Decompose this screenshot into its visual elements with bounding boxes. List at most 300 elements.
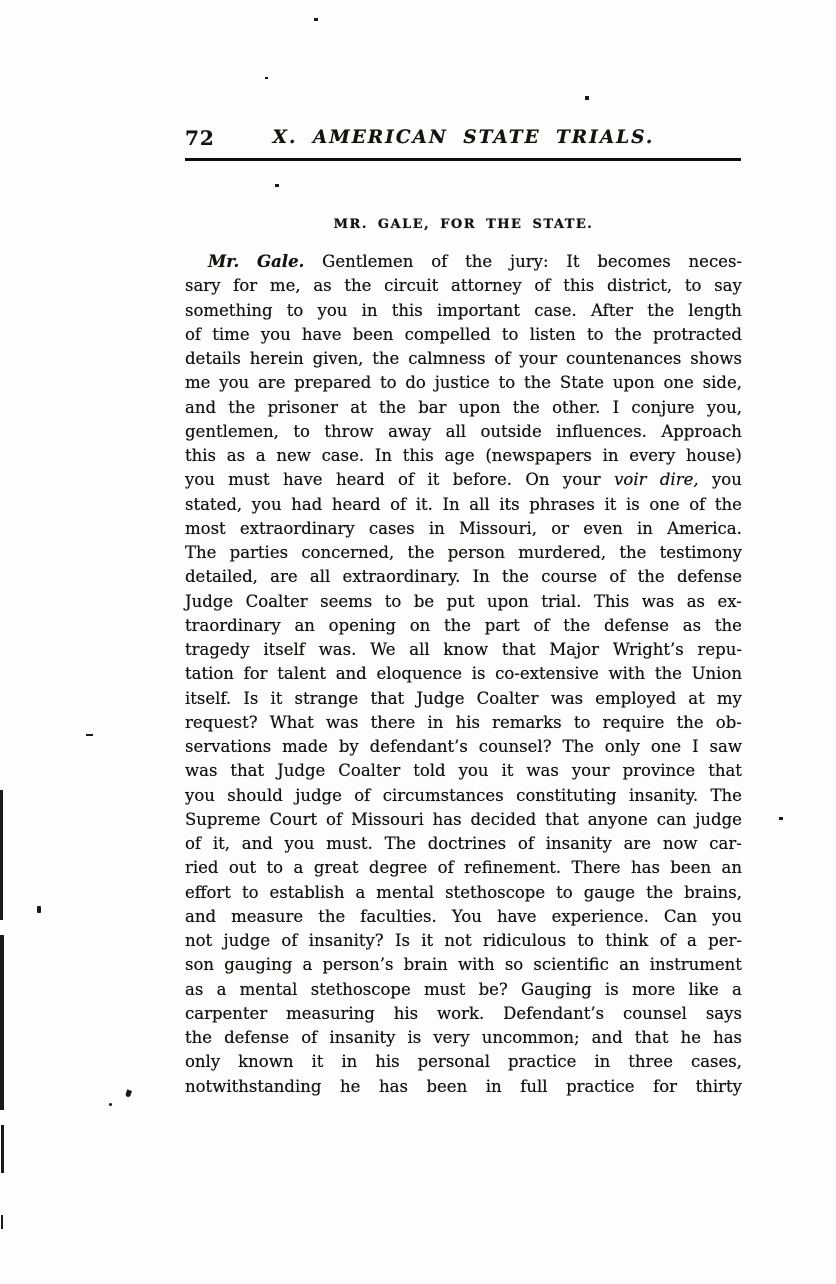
word: shows xyxy=(690,349,742,368)
word: told xyxy=(413,761,446,781)
text-line xyxy=(185,810,742,834)
word: ex- xyxy=(717,591,742,611)
word: important xyxy=(436,300,520,320)
word: Coalter xyxy=(476,688,539,708)
word: the xyxy=(714,494,742,514)
word: car- xyxy=(709,834,742,853)
word: the xyxy=(407,543,435,562)
word: insanity xyxy=(329,1028,396,1047)
word: as xyxy=(682,615,702,635)
word: of xyxy=(437,858,454,878)
word: there xyxy=(370,712,416,732)
text-line xyxy=(185,713,742,737)
word: scientific xyxy=(533,955,609,975)
word: me, xyxy=(269,276,301,296)
word: prepared xyxy=(294,373,372,393)
text-line xyxy=(185,689,742,713)
word: be? xyxy=(478,979,508,999)
word: Is xyxy=(394,931,410,950)
text-line xyxy=(185,276,742,300)
word: Defendant’s xyxy=(503,1003,605,1023)
word: the xyxy=(614,324,642,344)
word: other. xyxy=(552,397,601,417)
word: must xyxy=(423,979,466,999)
word: counsel? xyxy=(478,737,552,756)
word: the xyxy=(344,276,372,296)
word: servations xyxy=(185,737,272,756)
word: to xyxy=(501,324,519,344)
word: establish xyxy=(269,882,345,902)
scan-edge-mark xyxy=(0,790,3,920)
word: you xyxy=(284,834,315,853)
word: have xyxy=(283,470,323,490)
word: with xyxy=(608,664,646,684)
word: for xyxy=(233,276,258,296)
word: tation xyxy=(185,664,234,684)
word: upon xyxy=(486,591,529,611)
word: his xyxy=(393,1003,419,1023)
word: you xyxy=(317,300,348,320)
word: his xyxy=(455,712,480,732)
word: district, xyxy=(606,276,673,296)
word: thirty xyxy=(695,1076,742,1096)
word: defense xyxy=(604,615,670,635)
text-line xyxy=(185,931,742,955)
word: has xyxy=(378,1076,408,1096)
text-line xyxy=(185,446,742,470)
word: ob- xyxy=(715,712,742,732)
text-line xyxy=(185,1028,742,1052)
page-number: 72 xyxy=(185,126,215,150)
word: stethoscope xyxy=(445,882,546,902)
word: age xyxy=(444,446,475,465)
word: as xyxy=(185,979,204,999)
word: faculties. xyxy=(360,906,437,926)
word: now xyxy=(662,834,698,853)
word: On xyxy=(525,470,550,490)
word: stated, xyxy=(185,494,243,514)
text-line xyxy=(185,519,742,543)
word: this xyxy=(402,446,434,465)
word: it xyxy=(311,1052,324,1072)
word: We xyxy=(370,640,396,659)
scan-speck xyxy=(37,906,41,913)
word: refinement. xyxy=(464,858,562,878)
word: at xyxy=(350,397,367,417)
word: in xyxy=(594,1052,611,1072)
word: details xyxy=(185,349,241,368)
word: heard xyxy=(335,470,385,490)
word: mental xyxy=(239,979,298,999)
word: compelled xyxy=(404,324,491,344)
header-rule xyxy=(185,158,741,161)
word: After xyxy=(590,300,633,320)
word: my xyxy=(716,688,742,708)
word: province xyxy=(622,761,696,781)
word: becomes xyxy=(597,252,671,271)
word: an xyxy=(619,955,640,975)
word: judge xyxy=(223,931,271,950)
word: brain xyxy=(403,955,448,975)
word: cases, xyxy=(690,1052,742,1072)
word: case. xyxy=(321,446,365,465)
section-heading: MR. GALE, FOR THE STATE. xyxy=(333,217,594,232)
word: the xyxy=(563,615,591,635)
word: The xyxy=(185,543,217,562)
word: and xyxy=(335,664,367,684)
word: more xyxy=(631,979,676,999)
word: tragedy xyxy=(185,640,250,659)
word: eloquence xyxy=(376,664,462,684)
word: he xyxy=(680,1028,701,1047)
text-line xyxy=(185,398,742,422)
word: only xyxy=(604,737,640,756)
word: of xyxy=(689,494,706,514)
word: Missouri xyxy=(350,809,424,829)
word: ried xyxy=(185,858,219,878)
word: remarks xyxy=(492,712,562,732)
word: insanity. xyxy=(629,785,699,805)
word: There xyxy=(571,858,621,878)
word: in xyxy=(427,712,444,732)
word: a xyxy=(302,955,313,975)
word: the xyxy=(228,397,256,417)
text-line xyxy=(185,1077,742,1101)
word: to xyxy=(384,591,402,611)
word: you xyxy=(711,470,742,490)
word: the xyxy=(524,373,552,393)
word: you xyxy=(251,494,282,514)
word: to xyxy=(266,858,284,878)
word: calmness xyxy=(408,349,486,368)
word: that xyxy=(230,761,265,781)
word: measuring xyxy=(286,1003,375,1023)
word: it xyxy=(421,931,434,950)
word: to xyxy=(577,931,594,950)
word: side, xyxy=(702,373,742,393)
word: are xyxy=(257,373,286,393)
word: not xyxy=(185,931,213,950)
word: is xyxy=(625,494,640,514)
word: you xyxy=(712,906,742,926)
word: I xyxy=(612,397,620,417)
word: In xyxy=(442,494,460,514)
word: of xyxy=(326,809,343,829)
word: must xyxy=(228,470,270,490)
word: bar xyxy=(418,397,447,417)
word: Major xyxy=(549,640,600,659)
text-line xyxy=(185,301,742,325)
word: time xyxy=(212,324,250,344)
word: concerned, xyxy=(301,543,395,562)
word: length xyxy=(688,300,742,320)
word: Mr. xyxy=(208,252,240,271)
word: a xyxy=(293,858,304,878)
text-line xyxy=(185,737,742,761)
word: decided xyxy=(470,809,537,829)
word: you xyxy=(219,373,250,393)
word: (newspapers xyxy=(485,446,592,465)
word: practice xyxy=(507,1052,577,1072)
word: was xyxy=(526,761,559,781)
word: known xyxy=(238,1052,294,1072)
word: cases xyxy=(368,518,415,538)
word: What xyxy=(269,712,314,732)
word: the xyxy=(372,349,400,368)
word: do xyxy=(405,373,426,393)
word: that xyxy=(370,688,405,708)
word: of xyxy=(398,470,415,490)
text-line xyxy=(185,543,742,567)
word: son xyxy=(185,955,215,975)
word: of xyxy=(354,785,371,805)
word: it. xyxy=(415,494,433,514)
word: of xyxy=(517,834,534,853)
word: I xyxy=(692,737,699,756)
word: extraordinary xyxy=(239,518,355,538)
word: by xyxy=(338,737,359,756)
word: is xyxy=(471,664,486,684)
word: course xyxy=(541,567,598,587)
word: repu- xyxy=(697,640,742,659)
word: influences. xyxy=(556,421,647,441)
word: upon xyxy=(612,373,655,393)
word: to xyxy=(498,373,516,393)
word: it, xyxy=(212,834,230,853)
word: me xyxy=(185,373,211,393)
word: throw xyxy=(324,421,374,441)
word: for xyxy=(653,1076,678,1096)
word: been xyxy=(426,1076,468,1096)
word: that xyxy=(501,640,536,659)
text-line xyxy=(185,1052,742,1076)
text-line xyxy=(185,470,742,494)
word: given, xyxy=(312,349,364,368)
word: can xyxy=(656,809,687,829)
word: should xyxy=(227,785,283,805)
word: This xyxy=(593,591,630,611)
scan-speck xyxy=(109,1103,112,1106)
word: Coalter xyxy=(245,591,308,611)
word: not xyxy=(444,931,472,950)
word: that xyxy=(708,761,742,781)
word: with xyxy=(457,955,495,975)
text-line xyxy=(185,616,742,640)
word: an xyxy=(721,858,742,878)
word: anyone xyxy=(587,809,648,829)
word: The xyxy=(710,785,742,805)
word: the xyxy=(647,300,675,320)
word: are xyxy=(623,834,652,853)
text-line xyxy=(185,834,742,858)
word: think xyxy=(605,931,649,950)
word: stethoscope xyxy=(310,979,411,999)
word: protracted xyxy=(653,324,742,344)
word: insanity xyxy=(545,834,612,853)
text-line xyxy=(185,325,742,349)
word: and xyxy=(185,397,217,417)
word: are xyxy=(270,567,298,587)
text-line xyxy=(185,422,742,446)
word: three xyxy=(628,1052,673,1072)
word: judge xyxy=(295,785,342,805)
word: voir xyxy=(614,470,647,490)
word: put xyxy=(446,591,475,611)
word: effort xyxy=(185,882,231,902)
word: In xyxy=(472,567,490,587)
word: must. xyxy=(326,834,373,853)
word: attorney xyxy=(451,276,522,296)
word: prisoner xyxy=(267,397,338,417)
word: America. xyxy=(667,518,742,538)
word: request? xyxy=(185,712,258,732)
word: gentlemen, xyxy=(185,421,279,441)
word: of xyxy=(185,834,202,853)
text-line xyxy=(185,664,742,688)
word: the xyxy=(444,615,472,635)
text-line xyxy=(185,761,742,785)
word: his xyxy=(375,1052,400,1072)
word: per- xyxy=(708,931,742,950)
word: of xyxy=(534,276,551,296)
scan-edge-mark xyxy=(0,935,4,1110)
word: most xyxy=(185,518,226,538)
word: even xyxy=(583,518,623,538)
text-line xyxy=(185,252,742,276)
word: gauging xyxy=(224,955,293,975)
word: jury: xyxy=(510,252,549,271)
word: practice xyxy=(566,1076,635,1096)
word: parties xyxy=(229,543,289,562)
word: phrases xyxy=(529,494,595,514)
word: Judge xyxy=(185,591,234,611)
word: of xyxy=(281,931,298,950)
word: know xyxy=(443,640,489,659)
word: of xyxy=(609,567,626,587)
word: defense xyxy=(224,1028,290,1047)
word: in xyxy=(341,1052,358,1072)
word: be xyxy=(413,591,435,611)
word: great xyxy=(313,858,359,878)
word: a xyxy=(255,446,266,465)
word: have xyxy=(301,324,342,344)
word: you xyxy=(185,470,215,490)
word: full xyxy=(520,1076,548,1096)
word: the xyxy=(465,252,493,271)
word: is xyxy=(407,1028,422,1047)
word: in xyxy=(428,518,445,538)
word: Union xyxy=(691,664,742,684)
word: outside xyxy=(480,421,542,441)
word: to xyxy=(684,276,702,296)
word: Missouri, xyxy=(458,518,538,538)
word: one xyxy=(649,494,680,514)
word: counsel xyxy=(622,1003,687,1023)
word: it xyxy=(604,494,617,514)
scan-edge-mark xyxy=(1,1125,4,1173)
word: the xyxy=(646,882,674,902)
word: was xyxy=(185,761,218,781)
word: it xyxy=(501,761,514,781)
word: so xyxy=(504,955,524,975)
word: Gauging xyxy=(521,979,592,999)
text-line xyxy=(185,786,742,810)
word: a xyxy=(216,979,227,999)
word: defendant’s xyxy=(369,737,468,756)
word: measure xyxy=(231,906,304,926)
word: the xyxy=(318,906,346,926)
word: this xyxy=(563,276,595,296)
word: State xyxy=(559,373,605,393)
word: to xyxy=(241,882,259,902)
word: in xyxy=(485,1076,502,1096)
word: this xyxy=(185,446,217,465)
word: listen xyxy=(529,324,576,344)
word: was xyxy=(550,688,584,708)
word: countenances xyxy=(566,349,682,368)
text-line xyxy=(185,495,742,519)
word: this xyxy=(391,300,423,320)
word: a xyxy=(355,882,366,902)
word: was. xyxy=(318,640,357,659)
word: to xyxy=(573,712,591,732)
scan-speck xyxy=(314,18,318,21)
word: upon xyxy=(458,397,501,417)
word: the xyxy=(501,567,529,587)
word: all xyxy=(469,494,490,514)
word: to xyxy=(586,324,604,344)
word: circumstances xyxy=(382,785,504,805)
word: of xyxy=(533,615,550,635)
word: ridiculous xyxy=(482,931,567,950)
word: its xyxy=(499,494,520,514)
text-line xyxy=(185,373,742,397)
word: away xyxy=(388,421,432,441)
word: your xyxy=(571,761,610,781)
scan-speck xyxy=(779,817,783,820)
word: as xyxy=(313,276,332,296)
word: part xyxy=(484,615,520,635)
word: talent xyxy=(277,664,327,684)
word: Wright’s xyxy=(612,640,684,659)
word: the xyxy=(512,397,540,417)
text-line xyxy=(185,907,742,931)
word: and xyxy=(185,906,217,926)
word: has xyxy=(432,809,462,829)
word: house) xyxy=(685,446,742,465)
word: brains, xyxy=(684,882,742,902)
word: of xyxy=(301,1028,318,1047)
word: in xyxy=(602,446,619,465)
word: dire, xyxy=(659,470,699,490)
word: you xyxy=(260,324,291,344)
running-title: X. AMERICAN STATE TRIALS. xyxy=(272,127,655,148)
word: very xyxy=(433,1028,470,1047)
word: has xyxy=(631,858,660,878)
word: of xyxy=(390,494,407,514)
word: the xyxy=(654,664,682,684)
word: of xyxy=(494,349,511,368)
word: a xyxy=(687,931,697,950)
word: your xyxy=(562,470,601,490)
word: that xyxy=(545,809,579,829)
text-line xyxy=(185,980,742,1004)
word: Supreme xyxy=(185,809,261,829)
word: the xyxy=(714,615,742,635)
text-line xyxy=(185,858,742,882)
word: itself. xyxy=(185,688,232,708)
word: It xyxy=(566,252,580,271)
